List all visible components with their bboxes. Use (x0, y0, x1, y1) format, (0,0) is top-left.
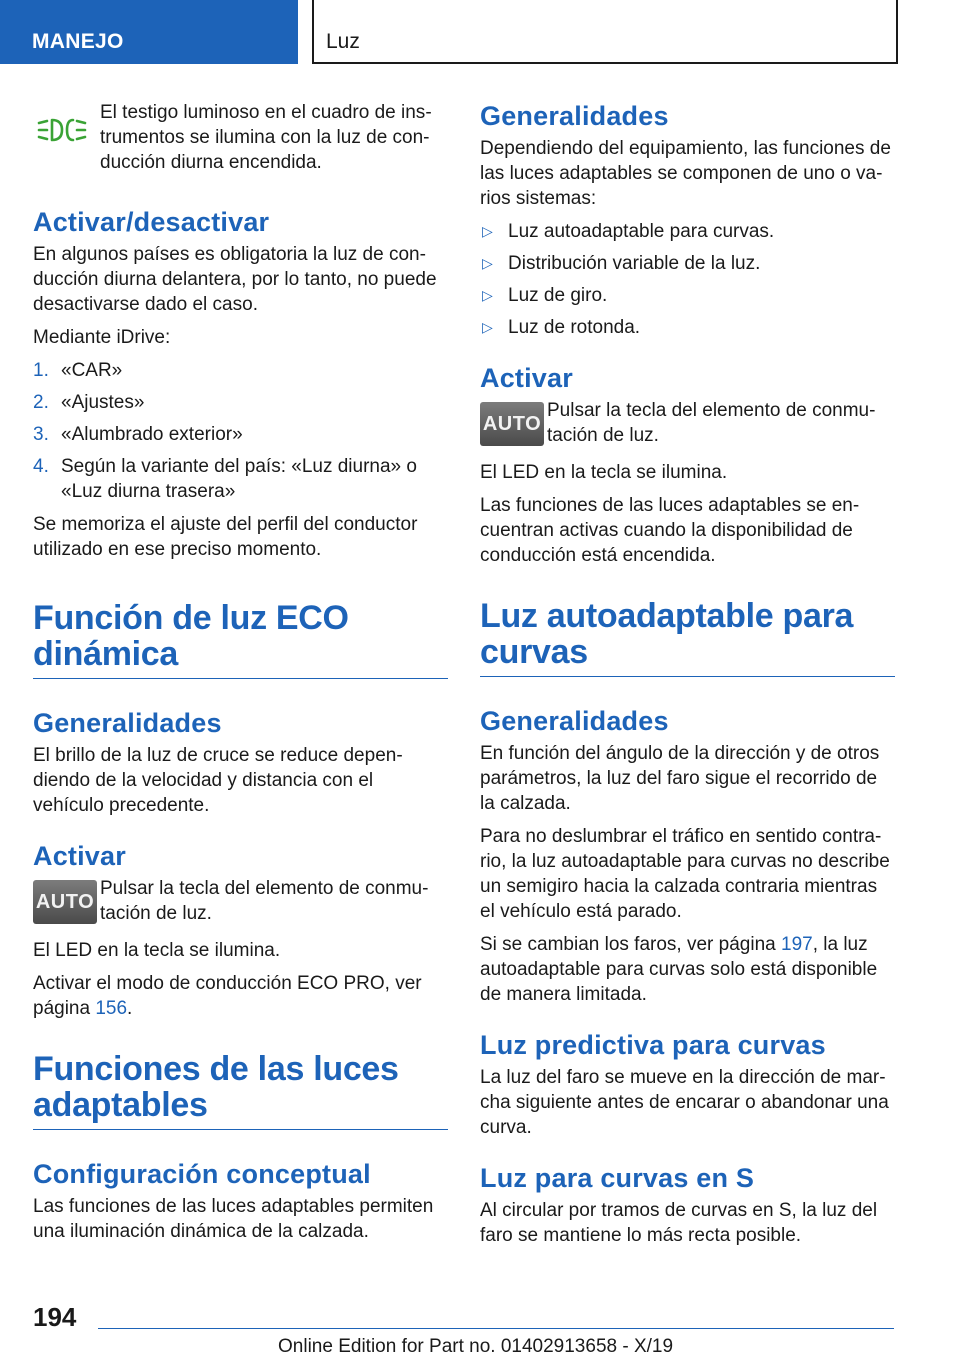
step-number: 2. (33, 392, 49, 413)
step-number: 1. (33, 360, 49, 381)
paragraph (33, 971, 448, 1021)
list-item (480, 219, 895, 244)
step-number: 3. (33, 424, 49, 445)
heading-curves: Luz autoadaptable para curvas (480, 597, 854, 671)
step-text: «Ajustes» (61, 392, 145, 413)
bullet-text: Distribución variable de la luz. (508, 253, 761, 274)
list-item (33, 390, 448, 415)
triangle-bullet-icon: ▷ (482, 255, 493, 271)
steps-list (33, 358, 448, 504)
heading-configuracion: Configuración conceptual (33, 1159, 371, 1189)
step-text: «Alumbrado exterior» (61, 424, 243, 445)
page-link-197[interactable]: 197 (781, 934, 813, 955)
heading-generalidades: Generalidades (33, 708, 222, 738)
text: Si se cambian los faros, ver página (480, 934, 781, 955)
triangle-bullet-icon: ▷ (482, 287, 493, 303)
text: . (127, 998, 133, 1019)
list-item (480, 251, 895, 276)
edition-text: Online Edition for Part no. 01402913658 - X/19 (278, 1336, 674, 1357)
paragraph: Al circular por tramos de curvas en S, la luz del faro se mantiene lo más recta posible. (480, 1200, 878, 1246)
paragraph: El LED en la tecla se ilumina. (33, 940, 281, 961)
heading-adaptive: Funciones de las luces adaptables (33, 1050, 399, 1124)
paragraph (480, 932, 895, 1007)
paragraph: Las funciones de las luces adaptables se encuentran activas cuando la disponibilidad de conducción está encendida. (480, 495, 860, 566)
list-item (480, 283, 895, 308)
list-item (33, 422, 448, 447)
right-column (480, 100, 895, 1256)
step-text: Según la variante del país: «Luz diurna» o «Luz diurna trasera» (61, 456, 417, 502)
paragraph: La luz del faro se mueve en la dirección de marcha siguiente antes de encarar o abandonar una curva. (480, 1067, 889, 1138)
list-item (33, 454, 448, 504)
footer-divider (98, 1328, 894, 1329)
paragraph: Para no deslumbrar el tráfico en sentido contrario, la luz autoadaptable para curvas no describe un semigiro hacia la calzada contraria mientras el vehículo está parado. (480, 826, 890, 922)
indicator-text: El testigo luminoso en el cuadro de instrumentos se ilumina con la luz de conducción diurna encendida. (100, 102, 432, 173)
bullet-text: Luz de rotonda. (508, 317, 641, 338)
heading-eco: Función de luz ECO dinámica (33, 599, 349, 673)
section-adaptive (33, 1051, 448, 1130)
auto-button-icon (480, 402, 544, 446)
text: Activar el modo de conducción ECO PRO, ver página (33, 973, 422, 1019)
paragraph: Dependiendo del equipamiento, las funciones de las luces adaptables se componen de uno o varios sistemas: (480, 138, 891, 209)
left-column (33, 100, 448, 1252)
heading-curvas-s: Luz para curvas en S (480, 1163, 755, 1193)
paragraph: Pulsar la tecla del elemento de conmutación de luz. (547, 400, 876, 446)
section-label: MANEJO (32, 30, 124, 53)
heading-predictiva: Luz predictiva para curvas (480, 1030, 826, 1060)
chapter-header (312, 0, 898, 64)
paragraph: En función del ángulo de la dirección y de otros parámetros, la luz del faro sigue el recorrido de la calzada. (480, 743, 880, 814)
text: , la luz autoadaptable para curvas solo está disponible de manera limitada. (480, 934, 878, 1005)
section-tab (0, 0, 298, 64)
paragraph: Pulsar la tecla del elemento de conmutación de luz. (100, 878, 429, 924)
paragraph: Las funciones de las luces adaptables permiten una iluminación dinámica de la calzada. (33, 1196, 434, 1242)
paragraph: El LED en la tecla se ilumina. (480, 462, 728, 483)
indicator-note (33, 100, 448, 180)
page-link-156[interactable]: 156 (95, 998, 128, 1019)
triangle-bullet-icon: ▷ (482, 223, 493, 239)
heading-generalidades: Generalidades (480, 101, 669, 131)
bullet-text: Luz de giro. (508, 285, 608, 306)
paragraph: El brillo de la luz de cruce se reduce dependiendo de la velocidad y distancia con el vehículo precedente. (33, 745, 403, 816)
auto-label: AUTO (35, 891, 95, 913)
paragraph: Mediante iDrive: (33, 327, 171, 348)
daytime-running-light-icon (37, 110, 87, 150)
auto-note (33, 876, 448, 928)
step-text: «CAR» (61, 360, 123, 381)
auto-label: AUTO (482, 413, 542, 435)
triangle-bullet-icon: ▷ (482, 319, 493, 335)
heading-activar-desactivar: Activar/desactivar (33, 207, 270, 237)
list-item (33, 358, 448, 383)
bullet-text: Luz autoadaptable para curvas. (508, 221, 775, 242)
step-number: 4. (33, 456, 49, 477)
auto-button-icon (33, 880, 97, 924)
heading-activar: Activar (480, 363, 573, 393)
list-item (480, 315, 895, 340)
systems-list (480, 219, 895, 340)
section-curves (480, 598, 895, 677)
paragraph: Se memoriza el ajuste del perfil del conductor utilizado en ese preciso momento. (33, 514, 418, 560)
heading-activar: Activar (33, 841, 126, 871)
section-eco (33, 600, 448, 679)
heading-generalidades: Generalidades (480, 706, 669, 736)
chapter-label: Luz (326, 30, 360, 53)
auto-note (480, 398, 895, 450)
page-number: 194 (33, 1302, 77, 1332)
paragraph: En algunos países es obligatoria la luz de conducción diurna delantera, por lo tanto, no puede desactivarse dado el caso. (33, 244, 437, 315)
